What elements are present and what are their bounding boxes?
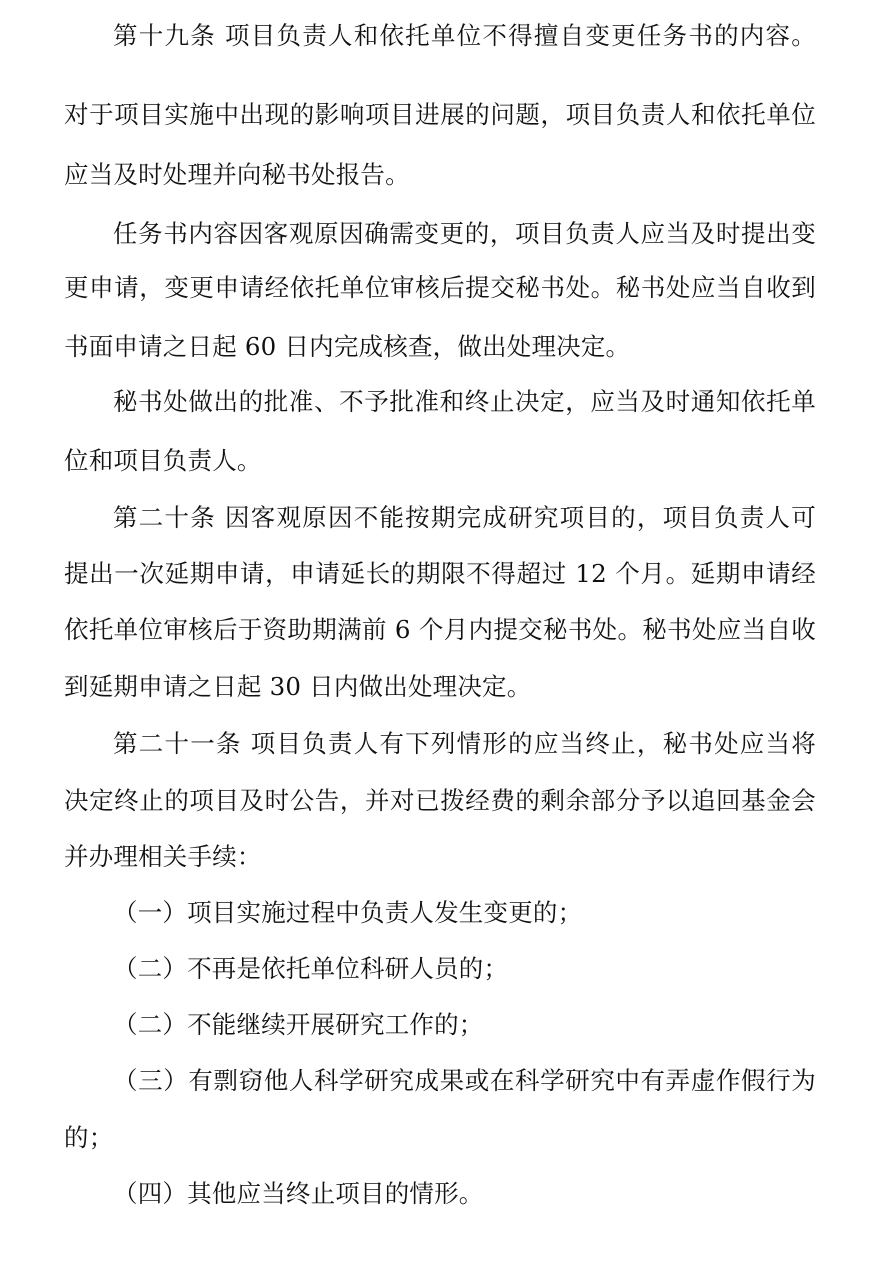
- article-20-line-1: 第二十条 因客观原因不能按期完成研究项目的，项目负责人可: [113, 503, 816, 532]
- list-item-4-line-1: （三）有剽窃他人科学研究成果或在科学研究中有弄虚作假行为: [113, 1066, 816, 1095]
- article-21-line-2: 决定终止的项目及时公告，并对已拨经费的剩余部分予以追回基金会: [64, 786, 816, 815]
- article-19-line-3: 应当及时处理并向秘书处报告。: [64, 160, 410, 189]
- list-item-5: （四）其他应当终止项目的情形。: [113, 1179, 484, 1208]
- article-19-para-3-line-1: 秘书处做出的批准、不予批准和终止决定，应当及时通知依托单: [113, 387, 816, 416]
- article-19-para-2-line-2: 更申请，变更申请经依托单位审核后提交秘书处。秘书处应当自收到: [64, 273, 816, 302]
- article-19-line-1: 第十九条 项目负责人和依托单位不得擅自变更任务书的内容。: [113, 21, 816, 50]
- list-item-1: （一）项目实施过程中负责人发生变更的；: [113, 898, 583, 927]
- article-20-line-3: 依托单位审核后于资助期满前 6 个月内提交秘书处。秘书处应当自收: [64, 615, 816, 644]
- list-item-4-line-2: 的；: [64, 1123, 114, 1152]
- article-19-para-2-line-1: 任务书内容因客观原因确需变更的，项目负责人应当及时提出变: [113, 219, 816, 248]
- article-20-line-2: 提出一次延期申请，申请延长的期限不得超过 12 个月。延期申请经: [64, 559, 816, 588]
- article-21-line-1: 第二十一条 项目负责人有下列情形的应当终止，秘书处应当将: [113, 729, 816, 758]
- list-item-2: （二）不再是依托单位科研人员的；: [113, 954, 509, 983]
- article-19-line-2: 对于项目实施中出现的影响项目进展的问题，项目负责人和依托单位: [64, 100, 816, 129]
- article-19-para-3-line-2: 位和项目负责人。: [64, 446, 262, 475]
- article-20-line-4: 到延期申请之日起 30 日内做出处理决定。: [64, 672, 532, 701]
- article-21-line-3: 并办理相关手续：: [64, 842, 262, 871]
- article-19-para-2-line-3: 书面申请之日起 60 日内完成核查，做出处理决定。: [64, 332, 631, 361]
- list-item-3: （二）不能继续开展研究工作的；: [113, 1010, 484, 1039]
